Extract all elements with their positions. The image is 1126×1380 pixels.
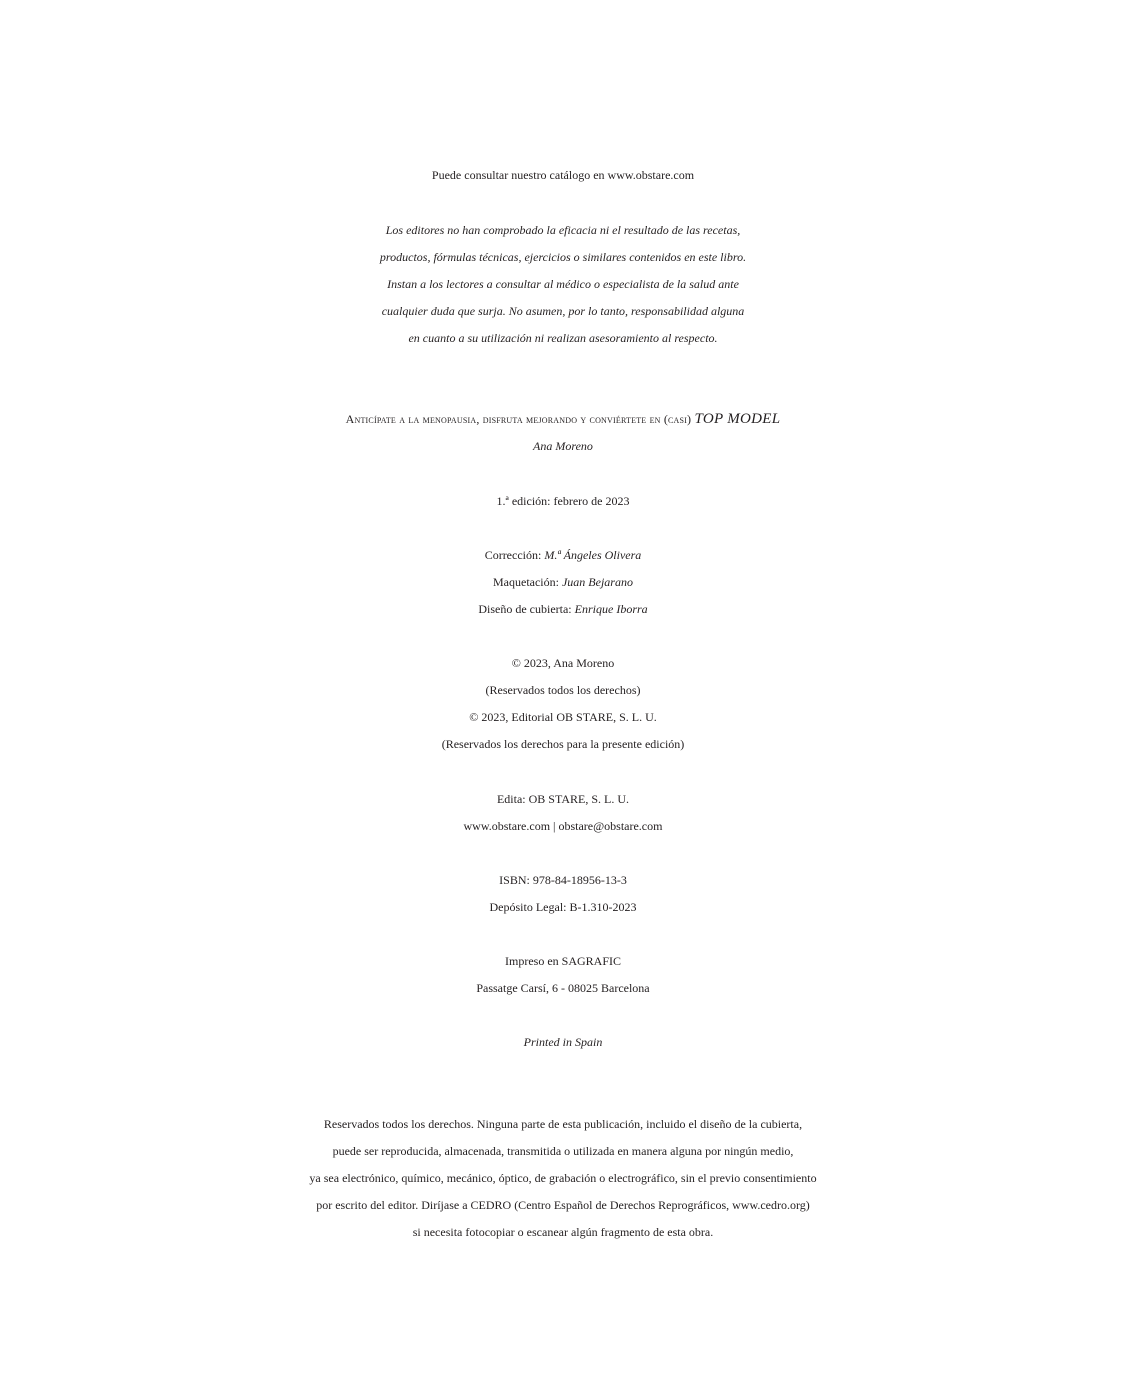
book-author: Ana Moreno [533,439,593,453]
rights-notice-line: si necesita fotocopiar o escanear algún fragmento de esta obra. [412,1225,714,1239]
printer-address: Passatge Carsí, 6 - 08025 Barcelona [476,981,650,995]
book-title-main: Anticípate a la menopausia, disfruta mejorando y conviértete en (casi) [345,412,695,426]
publisher-line: Edita: OB STARE, S. L. U. [496,792,630,806]
printer-line: Impreso en SAGRAFIC [505,954,621,968]
book-title-tail: TOP MODEL [694,411,781,427]
credit-label: Maquetación: [493,575,562,589]
disclaimer-line: Los editores no han comprobado la eficacia ni el resultado de las recetas, [385,223,741,237]
copyright-line: © 2023, Ana Moreno [511,656,615,670]
disclaimer-line: Instan a los lectores a consultar al médico o especialista de la salud ante [387,277,739,291]
copyright-line: (Reservados todos los derechos) [485,683,641,697]
edition-line: 1.ª edición: febrero de 2023 [496,494,630,508]
rights-notice-line: puede ser reproducida, almacenada, transmitida o utilizada en manera alguna por ningún medio, [332,1144,794,1158]
isbn-line: ISBN: 978-84-18956-13-3 [499,873,627,887]
publisher-contact: www.obstare.com | obstare@obstare.com [463,819,663,833]
legal-deposit-line: Depósito Legal: B-1.310-2023 [489,900,637,914]
printed-in-line: Printed in Spain [523,1035,603,1049]
credit-label: Corrección: [484,548,545,562]
book-title [0,406,1126,433]
disclaimer-line: en cuanto a su utilización ni realizan asesoramiento al respecto. [408,331,718,345]
credit-name: Enrique Iborra [574,602,648,616]
credit-name: M.ª Ángeles Olivera [544,548,642,562]
credit-correction [0,542,1126,569]
disclaimer-line: cualquier duda que surja. No asumen, por lo tanto, responsabilidad alguna [381,304,745,318]
credit-name: Juan Bejarano [561,575,633,589]
credit-label: Diseño de cubierta: [478,602,575,616]
catalog-line: Puede consultar nuestro catálogo en www.obstare.com [431,168,695,182]
copyright-line: (Reservados los derechos para la presente edición) [441,737,685,751]
credit-layout [0,569,1126,596]
disclaimer-line: productos, fórmulas técnicas, ejercicios o similares contenidos en este libro. [379,250,747,264]
copyright-line: © 2023, Editorial OB STARE, S. L. U. [469,710,657,724]
rights-notice-line: ya sea electrónico, químico, mecánico, óptico, de grabación o electrográfico, sin el previo consentimiento [309,1171,817,1185]
rights-notice-line: por escrito del editor. Diríjase a CEDRO (Centro Español de Derechos Reprográficos, www.cedro.org) [316,1198,810,1212]
credit-cover [0,596,1126,623]
rights-notice-line: Reservados todos los derechos. Ninguna parte de esta publicación, incluido el diseño de la cubierta, [323,1117,803,1131]
